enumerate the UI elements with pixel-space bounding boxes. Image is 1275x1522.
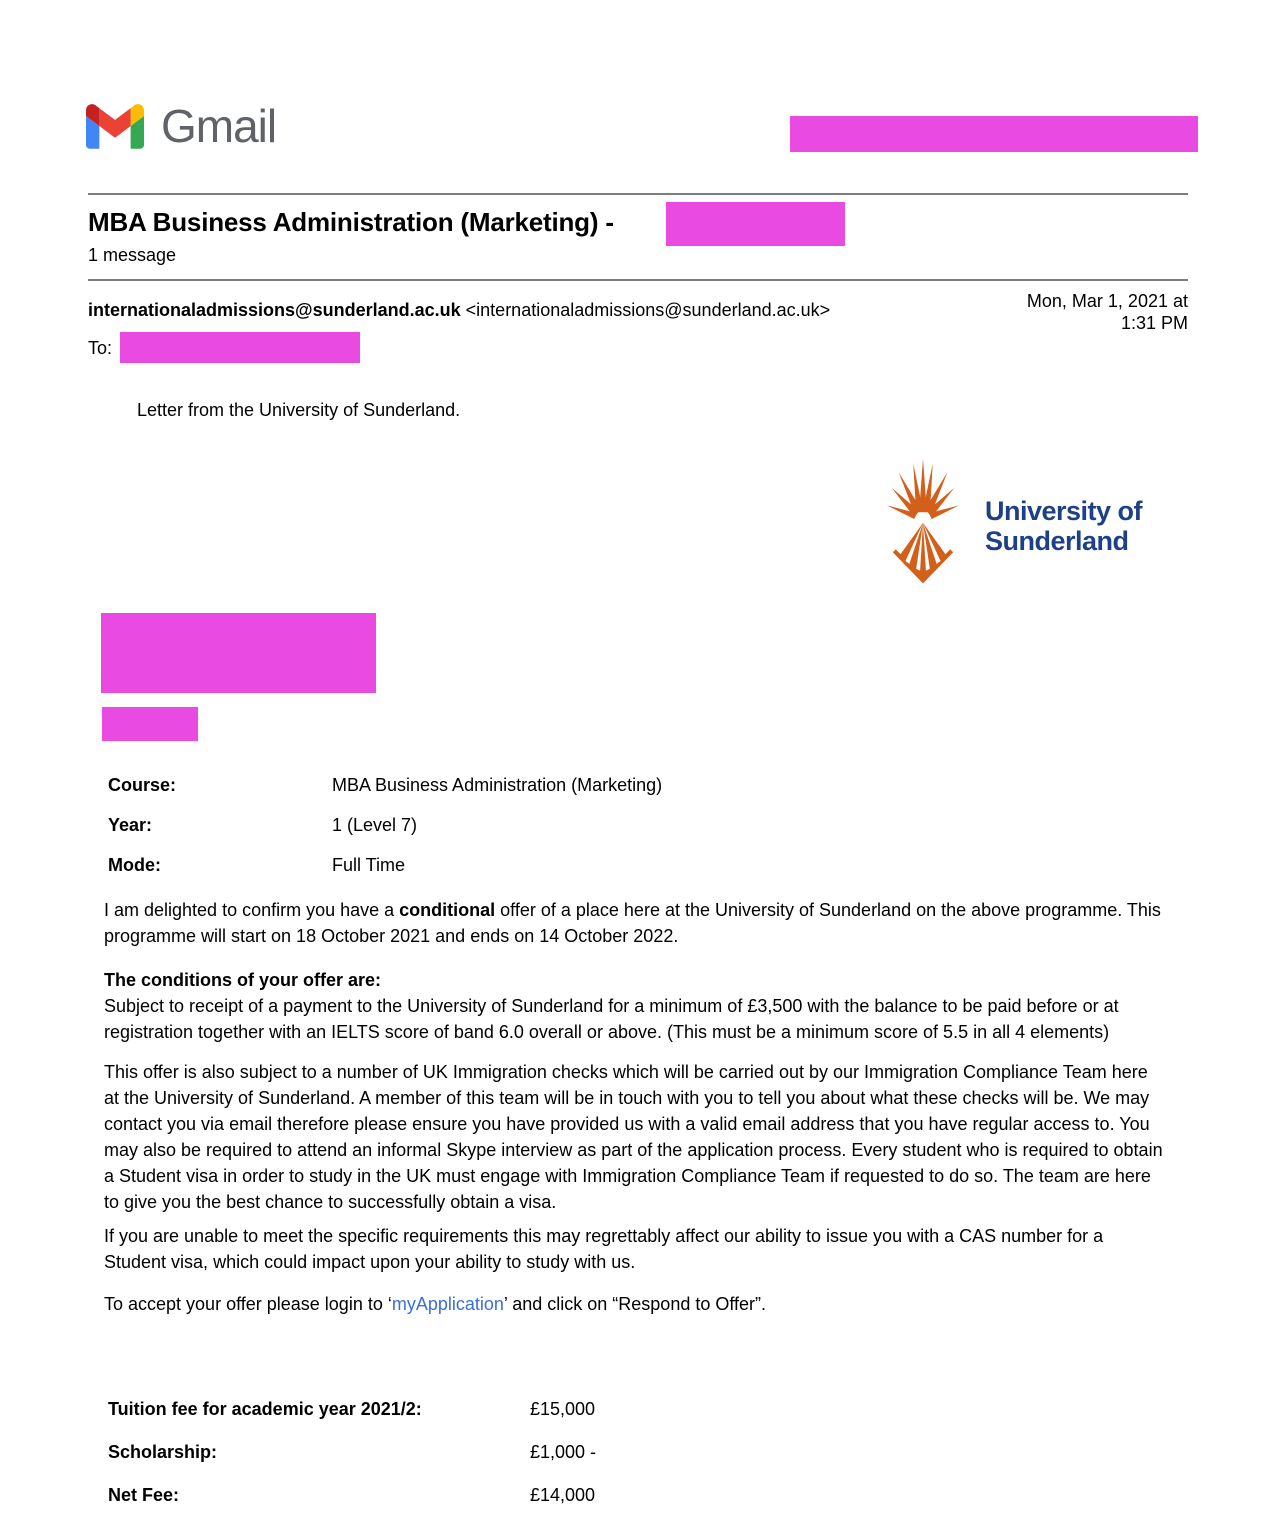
conditions-paragraph — [104, 967, 1166, 1045]
fees-table — [108, 1396, 596, 1522]
redaction-address-block — [101, 613, 376, 693]
cas-paragraph: If you are unable to meet the specific requirements this may regrettably affect our ability to issue you with a CAS number for a Student visa, which could impact upon your ability to study with us. — [104, 1226, 1104, 1272]
accept-line-start: To accept your offer please login to ‘ — [104, 1294, 392, 1314]
myapplication-link[interactable]: myApplication — [391, 1294, 504, 1314]
gmail-logo-icon — [86, 104, 144, 149]
conditions-body: Subject to receipt of a payment to the University of Sunderland for a minimum of £3,500 with the balance to be paid before or at registration together with an IELTS score of band 6.0 overall or above. (This must be a minimum score of 5.5 in all 4 elements) — [104, 996, 1119, 1042]
letter-body — [104, 897, 1166, 1317]
tuition-fee-row — [108, 1396, 596, 1422]
mode-label: Mode: — [108, 855, 161, 875]
divider-top — [88, 193, 1188, 195]
conditions-heading: The conditions of your offer are: — [104, 970, 382, 990]
tuition-fee-value: £15,000 — [530, 1399, 596, 1419]
gmail-wordmark: Gmail — [161, 100, 277, 152]
accept-offer-line — [104, 1291, 1166, 1317]
university-of-sunderland-logo-icon — [884, 455, 962, 587]
year-label: Year: — [108, 815, 153, 835]
redaction-user-account — [790, 116, 1198, 152]
sender-name: internationaladmissions@sunderland.ac.uk — [88, 300, 461, 320]
scholarship-value: £1,000 - — [530, 1442, 597, 1462]
to-label: To: — [88, 338, 113, 358]
offer-paragraph-start: I am delighted to confirm you have a — [104, 900, 400, 920]
university-logo-line1: University of — [985, 496, 1143, 526]
offer-paragraph — [104, 897, 1166, 949]
from-line — [88, 300, 830, 321]
year-value: 1 (Level 7) — [332, 815, 418, 835]
redaction-subject-name — [666, 202, 845, 246]
offer-paragraph-bold: conditional — [399, 900, 496, 920]
course-label: Course: — [108, 775, 177, 795]
gmail-brand — [86, 100, 277, 152]
net-fee-label: Net Fee: — [108, 1485, 180, 1505]
tuition-fee-label: Tuition fee for academic year 2021/2: — [108, 1399, 422, 1419]
net-fee-value: £14,000 — [530, 1485, 596, 1505]
thread-subject: MBA Business Administration (Marketing) - — [88, 207, 614, 237]
course-details-table — [108, 772, 662, 892]
net-fee-row — [108, 1482, 596, 1508]
redaction-reference — [102, 707, 198, 741]
sender-address: <internationaladmissions@sunderland.ac.uk> — [465, 300, 831, 320]
divider-subject — [88, 279, 1188, 281]
message-date-line1: Mon, Mar 1, 2021 at — [1026, 291, 1188, 311]
message-date — [1027, 290, 1188, 334]
course-value: MBA Business Administration (Marketing) — [332, 775, 663, 795]
university-logo-wordmark — [985, 496, 1142, 556]
offer-paragraph-end: offer of a place here at the University of Sunderland on the above programme. This programme will start on 18 October 2021 and ends on 14 October 2022. — [104, 900, 1161, 946]
letter-intro: Letter from the University of Sunderland. — [137, 400, 461, 420]
subject-block — [88, 206, 614, 266]
mode-value: Full Time — [332, 855, 406, 875]
university-logo-line2: Sunderland — [985, 526, 1129, 556]
course-row — [108, 772, 662, 798]
scholarship-row — [108, 1439, 596, 1465]
accept-line-end: ’ and click on “Respond to Offer”. — [503, 1294, 767, 1314]
message-date-line2: 1:31 PM — [1120, 313, 1188, 333]
mode-row — [108, 852, 662, 878]
redaction-recipient — [120, 332, 360, 363]
message-count: 1 message — [88, 245, 177, 265]
scholarship-label: Scholarship: — [108, 1442, 218, 1462]
immigration-paragraph: This offer is also subject to a number of UK Immigration checks which will be carried out by our Immigration Compliance Team here at the University of Sunderland. A member of this team will be in touch with you to tell you about what these checks will be. We may contact you via email therefore please ensure you have provided us with a valid email address that you have regular access to. You may also be required to attend an informal Skype interview as part of the application process. Every student who is required to obtain a Student visa in order to study in the UK must engage with Immigration Compliance Team if requested to do so. The team are here to give you the best chance to successfully obtain a visa. — [104, 1062, 1163, 1212]
year-row — [108, 812, 662, 838]
